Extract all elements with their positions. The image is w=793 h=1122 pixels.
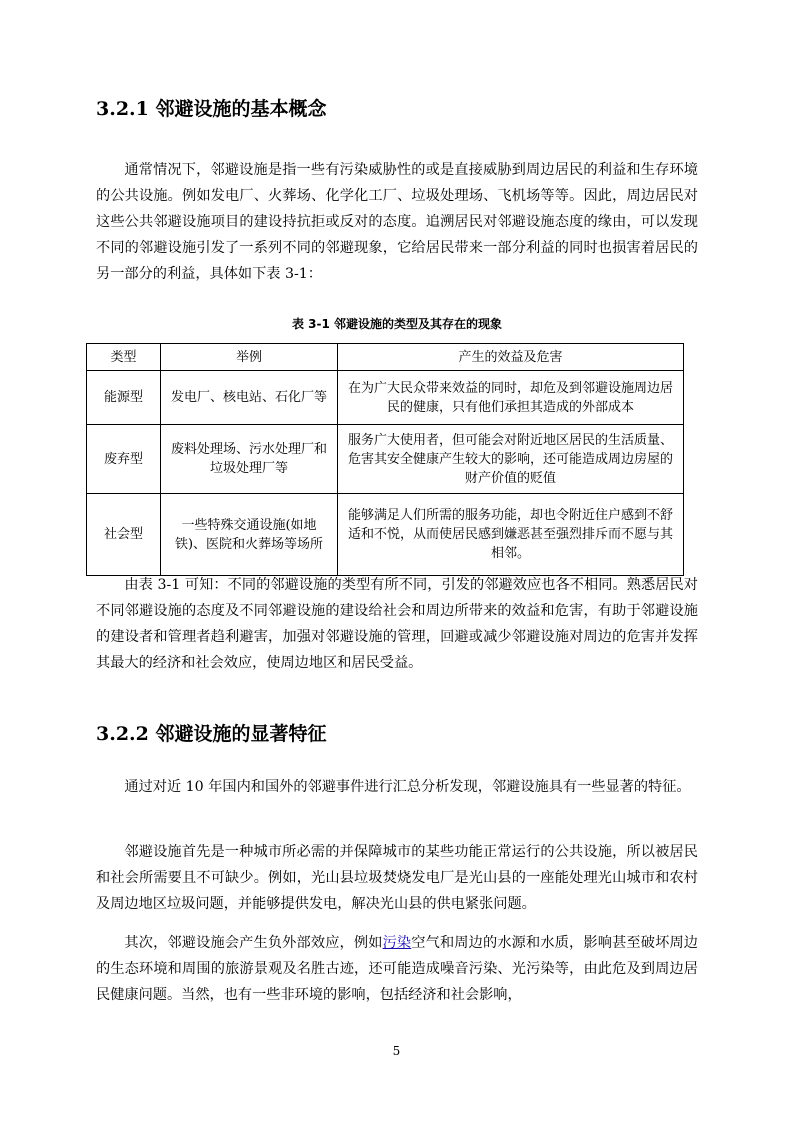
table-header-cell: 类型 xyxy=(87,344,161,371)
paragraph-text: 其次，邻避设施会产生负外部效应，例如 xyxy=(124,935,383,951)
table-row xyxy=(87,494,684,576)
after-table-paragraph: 由表 3-1 可知：不同的邻避设施的类型有所不同，引发的邻避效应也各不相同。熟悉居民对不同邻避设施的态度及不同邻避设施的建设给社会和周边所带来的效益和危害，有助于邻避设施的建设者和管理者趋利避害，加强对邻避设施的管理，回避或减少邻避设施对周边的危害并发挥其最大的经济和社会效应，使周边地区和居民受益。 xyxy=(96,577,698,671)
table-cell-example: 发电厂、核电站、石化厂等 xyxy=(161,371,338,425)
section-2-paragraph-1: 通过对近 10 年国内和国外的邻避事件进行汇总分析发现，邻避设施具有一些显著的特征。 xyxy=(124,779,691,795)
facility-types-table xyxy=(86,343,684,576)
table-cell-type: 废弃型 xyxy=(87,425,161,494)
table-cell-example: 废料处理场、污水处理厂和垃圾处理厂等 xyxy=(161,425,338,494)
table-header-cell: 举例 xyxy=(161,344,338,371)
table-row xyxy=(87,425,684,494)
page-number: 5 xyxy=(392,1044,401,1058)
section-2-paragraph-2: 邻避设施首先是一种城市所必需的并保障城市的某些功能正常运行的公共设施，所以被居民和社会所需要且不可缺少。例如，光山县垃圾焚烧发电厂是光山县的一座能处理光山城市和农村及周边地区垃圾问题，并能够提供发电，解决光山县的供电紧张问题。 xyxy=(96,844,698,912)
pollution-link[interactable]: 污染 xyxy=(382,935,412,951)
section-2-paragraph-3 xyxy=(96,930,698,1008)
table-cell-example: 一些特殊交通设施(如地铁)、医院和火葬场等场所 xyxy=(161,494,338,576)
table-cell-effect: 能够满足人们所需的服务功能，却也令附近住户感到不舒适和不悦，从而使居民感到嫌恶甚至强烈排斥而不愿与其相邻。 xyxy=(338,494,684,576)
table-cell-type: 能源型 xyxy=(87,371,161,425)
table-header-row xyxy=(87,344,684,371)
section-heading-2: 3.2.2 邻避设施的显著特征 xyxy=(96,723,327,745)
table-caption: 表 3-1 邻避设施的类型及其存在的现象 xyxy=(291,317,503,331)
table-cell-effect: 在为广大民众带来效益的同时，却危及到邻避设施周边居民的健康，只有他们承担其造成的外部成本 xyxy=(338,371,684,425)
table-cell-effect: 服务广大使用者，但可能会对附近地区居民的生活质量、危害其安全健康产生较大的影响，还可能造成周边房屋的财产价值的贬值 xyxy=(338,425,684,494)
section-heading-1: 3.2.1 邻避设施的基本概念 xyxy=(96,98,327,120)
paragraph-text: 空气和周边的水源和水质，影响甚至破坏周边的生态环境和周围的旅游景观及名胜古迹，还可能造成噪音污染、光污染等，由此危及到周边居民健康问题。当然，也有一些非环境的影响，包括经济和社会影响， xyxy=(96,935,698,1003)
table-header-cell: 产生的效益及危害 xyxy=(338,344,684,371)
table-row xyxy=(87,371,684,425)
section-1-paragraph: 通常情况下，邻避设施是指一些有污染威胁性的或是直接威胁到周边居民的利益和生存环境的公共设施。例如发电厂、火葬场、化学化工厂、垃圾处理场、飞机场等等。因此，周边居民对这些公共邻避设施项目的建设持抗拒或反对的态度。追溯居民对邻避设施态度的缘由，可以发现不同的邻避设施引发了一系列不同的邻避现象，它给居民带来一部分利益的同时也损害着居民的另一部分的利益，具体如下表 3-1： xyxy=(96,162,698,282)
table-cell-type: 社会型 xyxy=(87,494,161,576)
